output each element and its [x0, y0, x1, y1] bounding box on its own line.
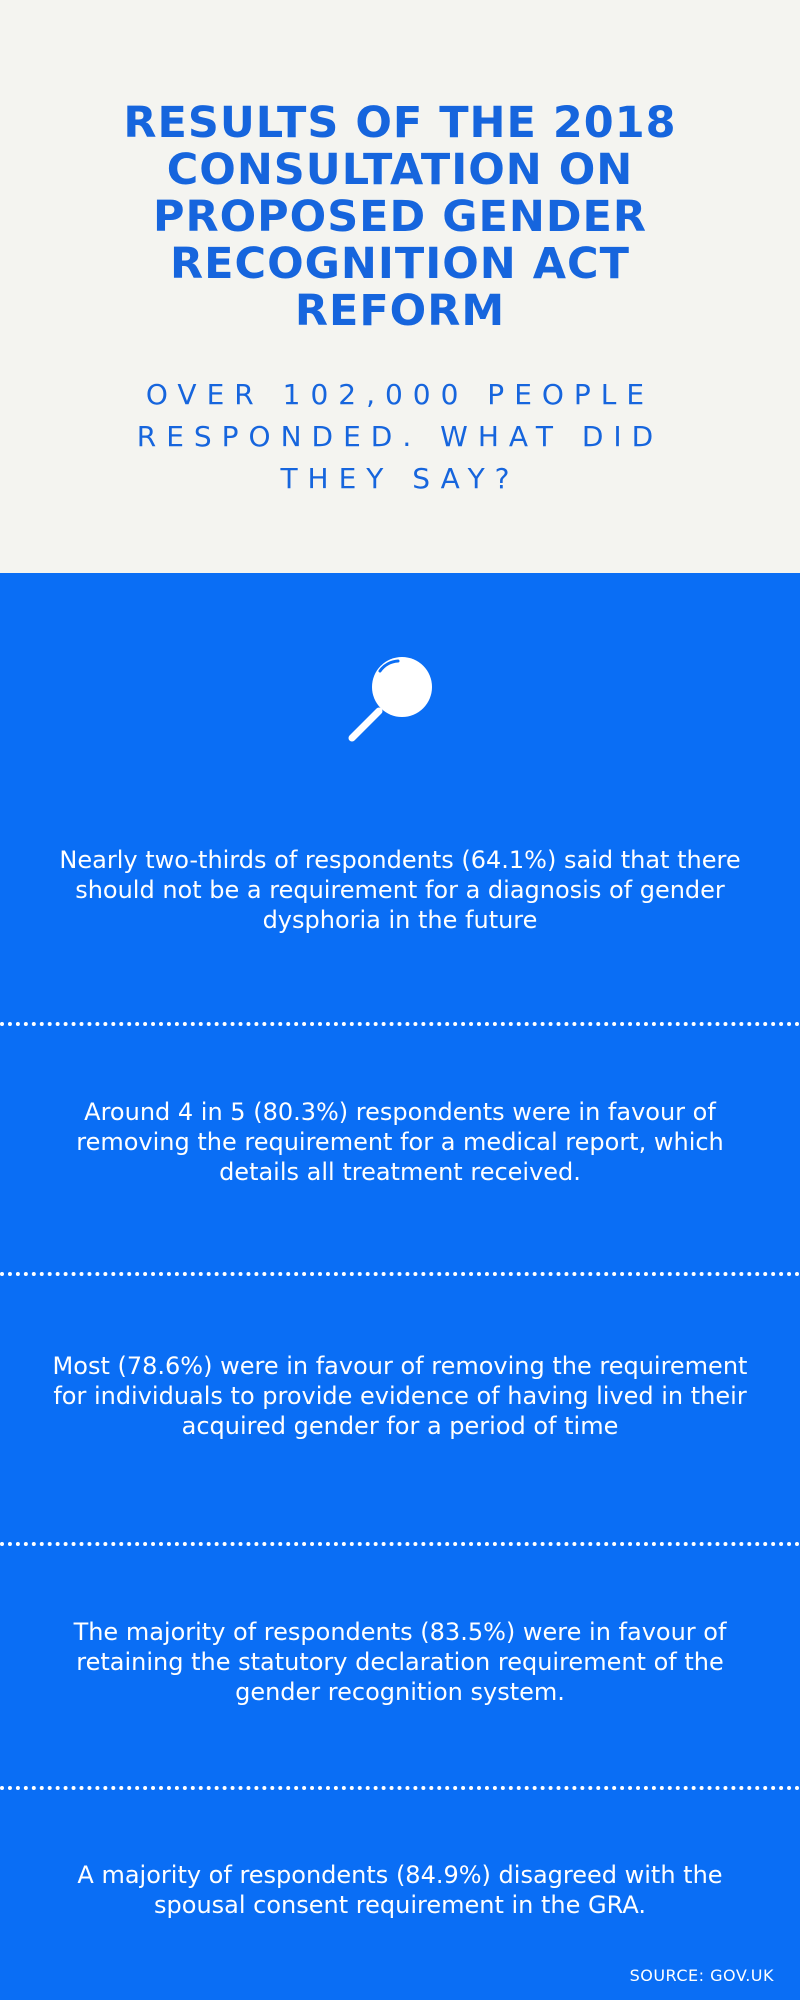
- finding-3: Most (78.6%) were in favour of removing the requirement for individuals to provide evidence of having lived in their acquired gender for a period of time: [52, 1352, 748, 1440]
- page-title: RESULTS OF THE 2018 CONSULTATION ON PROPOSED GENDER RECOGNITION ACT REFORM: [123, 98, 677, 336]
- page-subtitle: OVER 102,000 PEOPLE RESPONDED. WHAT DID THEY SAY?: [136, 378, 664, 495]
- divider-4: [0, 1786, 800, 1790]
- finding-4: The majority of respondents (83.5%) were in favour of retaining the statutory declaration requirement of the gender recognition system.: [73, 1618, 727, 1706]
- search-icon: [340, 645, 450, 755]
- divider-3: [0, 1542, 800, 1546]
- divider-1: [0, 1022, 800, 1026]
- header-section: [0, 0, 800, 573]
- finding-2: Around 4 in 5 (80.3%) respondents were in favour of removing the requirement for a medical report, which details all treatment received.: [76, 1098, 724, 1186]
- divider-2: [0, 1272, 800, 1276]
- finding-1: Nearly two-thirds of respondents (64.1%) said that there should not be a requirement for a diagnosis of gender dysphoria in the future: [59, 846, 741, 934]
- source-credit: SOURCE: GOV.UK: [629, 1966, 774, 1985]
- finding-5: A majority of respondents (84.9%) disagreed with the spousal consent requirement in the GRA.: [77, 1861, 723, 1919]
